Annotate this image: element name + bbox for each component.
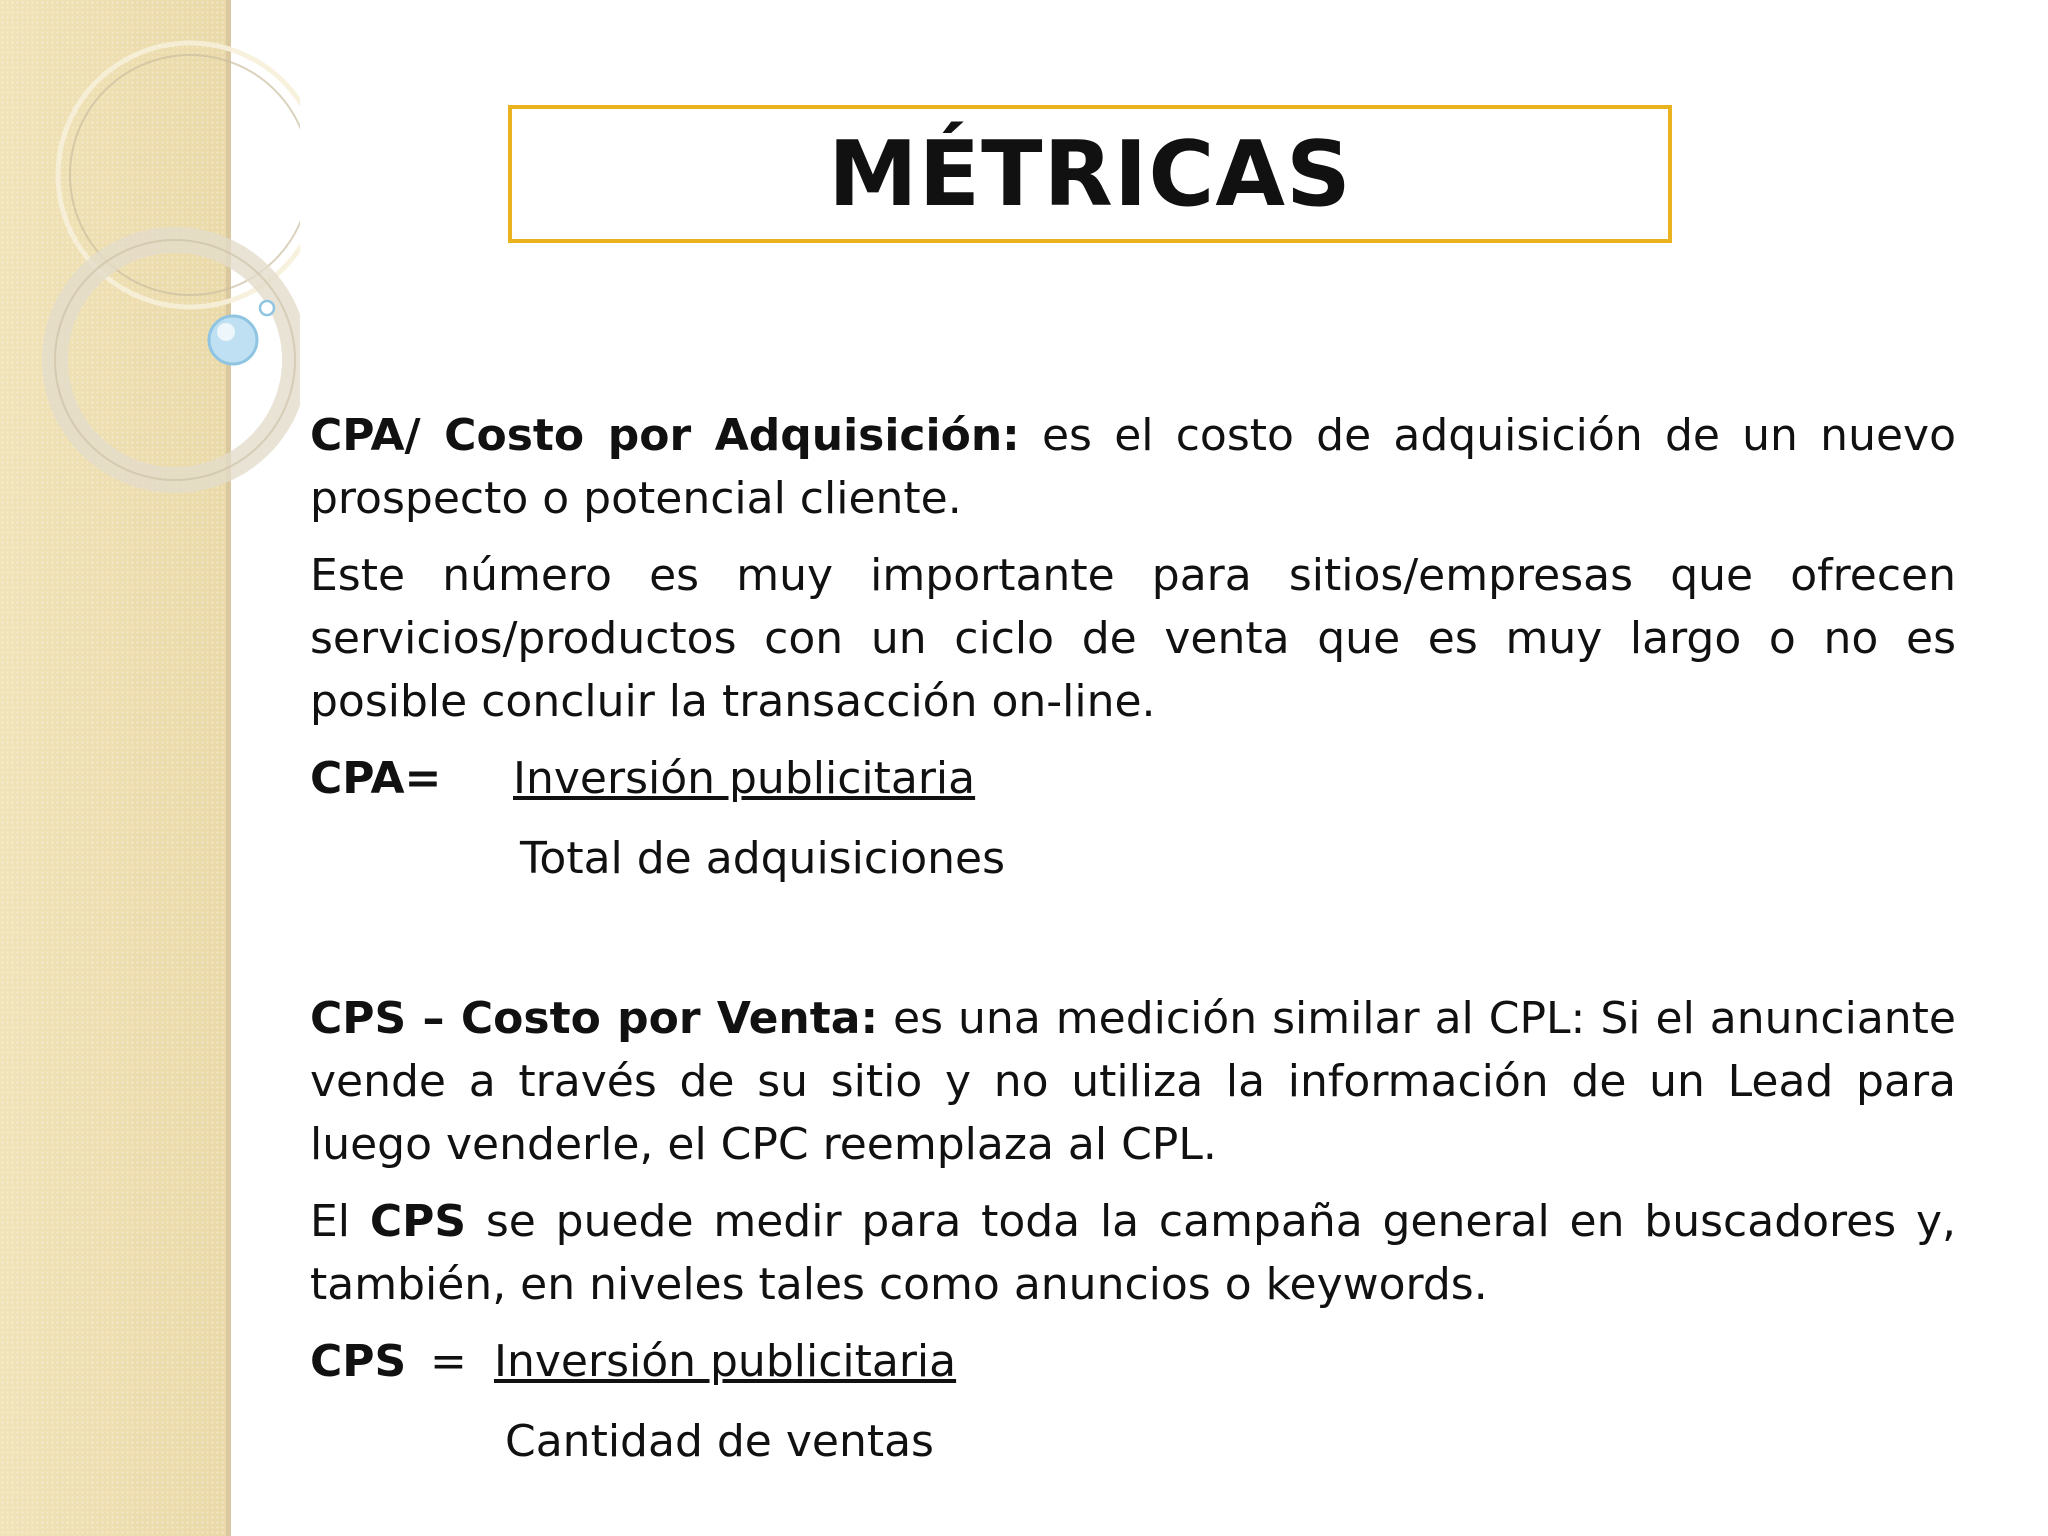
title-box — [508, 105, 1672, 243]
cpa-numerator: Inversión publicitaria — [513, 753, 976, 804]
cps-paragraph-2 — [310, 1190, 1956, 1316]
cps-p2-prefix: El — [310, 1196, 370, 1247]
decorative-rings — [0, 0, 300, 520]
cps-definition-text: es una medición similar al CPL: Si el anunciante vende a través de su sitio y no utiliza la información de un Lead para luego venderle, el CPC reemplaza al CPL. — [310, 993, 1956, 1170]
cpa-formula-label: CPA= — [310, 753, 442, 804]
cpa-definition-text: es el costo de adquisición de un nuevo prospecto o potencial cliente. — [310, 410, 1956, 524]
cps-definition — [310, 987, 1956, 1176]
bubble-highlight — [217, 323, 235, 341]
slide-content — [310, 404, 1956, 1490]
ring-thick — [55, 240, 295, 480]
slide-title: MÉTRICAS — [828, 121, 1352, 227]
cps-denominator: Cantidad de ventas — [505, 1416, 934, 1467]
cpa-definition — [310, 404, 1956, 530]
cps-term: CPS – Costo por Venta: — [310, 993, 879, 1044]
cpa-term: CPA/ Costo por Adquisición: — [310, 410, 1020, 461]
cps-formula-equals: = — [430, 1336, 467, 1387]
bubble-large — [209, 316, 257, 364]
cps-denominator-row — [310, 1410, 1956, 1490]
cpa-paragraph-2: Este número es muy importante para sitios/empresas que ofrecen servicios/productos con un ciclo de venta que es muy largo o no es posible concluir la transacción on-line. — [310, 550, 1956, 727]
spacer — [310, 907, 1956, 987]
cpa-denominator: Total de adquisiciones — [520, 833, 1006, 884]
cpa-denominator-row — [310, 827, 1956, 907]
cps-formula — [310, 1330, 1956, 1410]
bubble-small — [260, 301, 274, 315]
cps-p2-bold: CPS — [369, 1196, 467, 1247]
cps-formula-label: CPS — [310, 1336, 407, 1387]
cpa-formula — [310, 747, 1956, 827]
cps-numerator: Inversión publicitaria — [494, 1336, 957, 1387]
cps-p2-rest: se puede medir para toda la campaña general en buscadores y, también, en niveles tales como anuncios o keywords. — [310, 1196, 1956, 1310]
